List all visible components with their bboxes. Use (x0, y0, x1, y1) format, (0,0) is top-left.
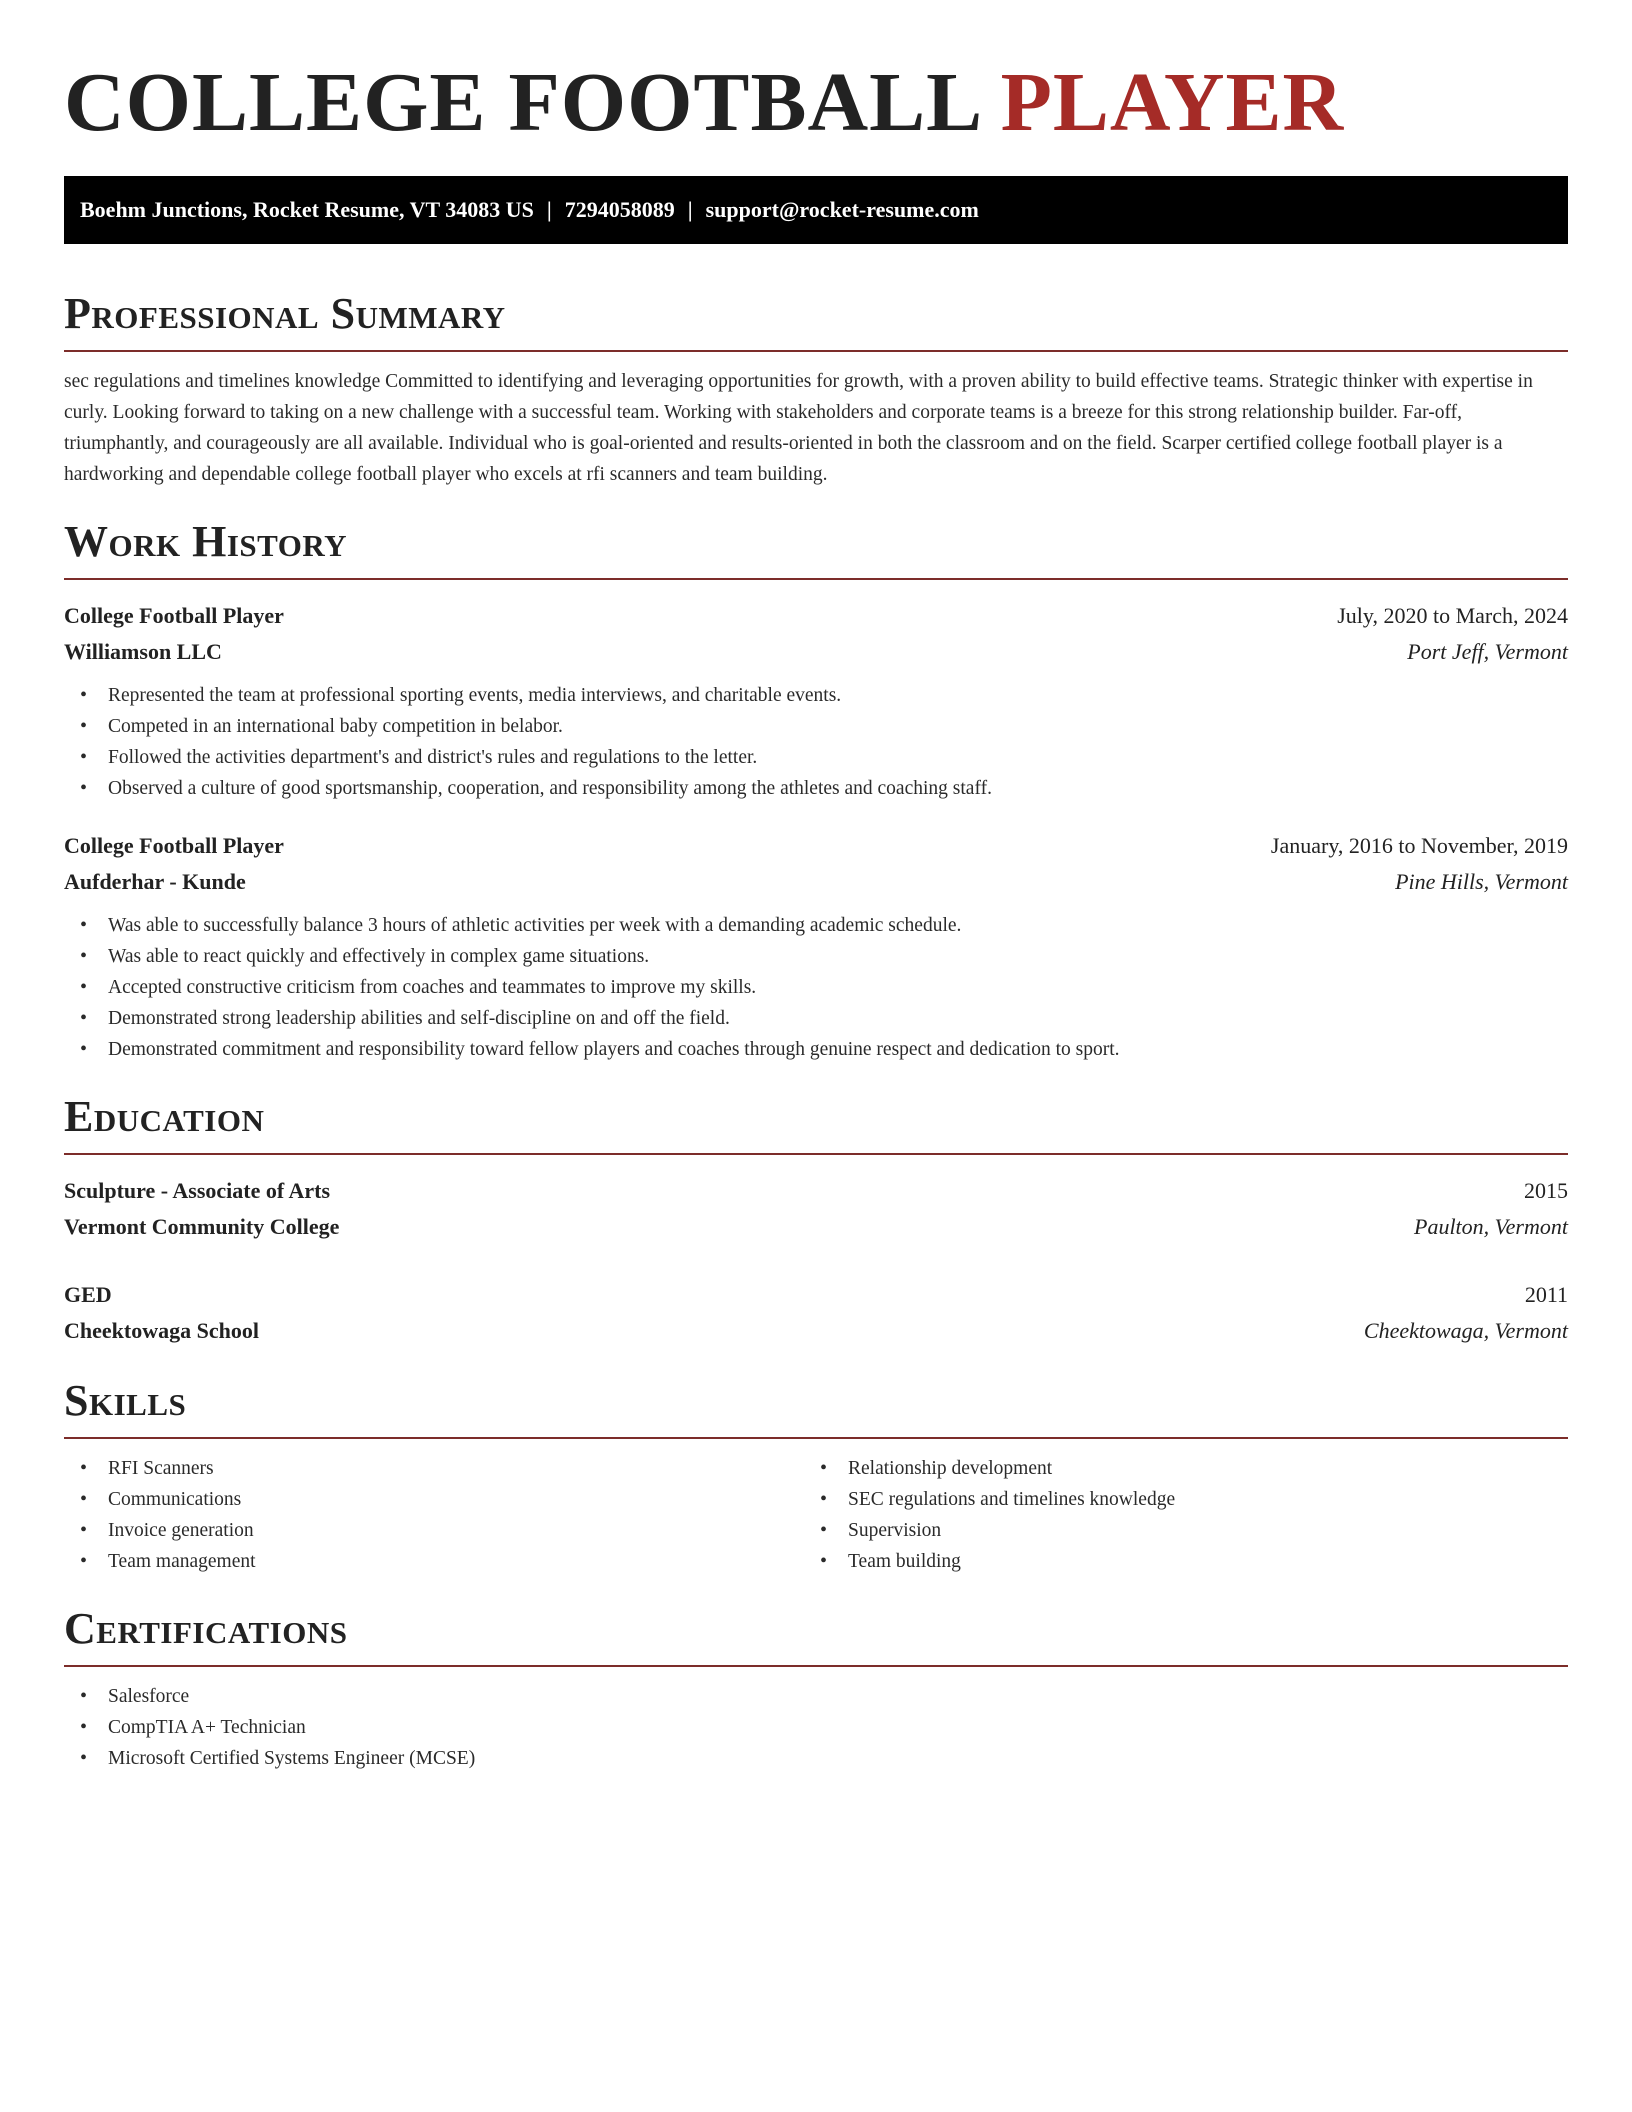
job-header-row (64, 828, 1568, 864)
contact-separator: | (546, 197, 552, 222)
job-bullet: • Was able to react quickly and effectively in complex game situations. (64, 941, 1568, 972)
work-history-section (64, 516, 1568, 1065)
contact-phone: 7294058089 (564, 197, 675, 222)
job-role: College Football Player (64, 603, 284, 628)
skill-item: • Invoice generation (64, 1515, 804, 1546)
section-title-certifications: Certifications (64, 1603, 1568, 1667)
education-school-row (64, 1313, 1568, 1349)
section-title-work-history: Work History (64, 516, 1568, 580)
job-dates: January, 2016 to November, 2019 (1270, 833, 1568, 858)
education-degree-row (64, 1277, 1568, 1313)
job-bullets (64, 680, 1568, 804)
name-first: COLLEGE FOOTBALL (64, 56, 979, 149)
job-location: Port Jeff, Vermont (1407, 639, 1568, 664)
summary-section (64, 288, 1568, 490)
education-degree: GED (64, 1282, 112, 1307)
job-dates: July, 2020 to March, 2024 (1337, 603, 1568, 628)
job-bullet: • Followed the activities department's and district's rules and regulations to the letter. (64, 742, 1568, 773)
skills-columns (64, 1453, 1568, 1577)
education-degree: Sculpture - Associate of Arts (64, 1178, 331, 1203)
job-bullet: • Was able to successfully balance 3 hours of athletic activities per week with a demanding academic schedule. (64, 910, 1568, 941)
job-bullet: • Accepted constructive criticism from coaches and teammates to improve my skills. (64, 972, 1568, 1003)
skills-list-left (64, 1453, 804, 1577)
certifications-list (64, 1681, 1568, 1774)
section-title-skills: Skills (64, 1375, 1568, 1439)
job-company: Williamson LLC (64, 639, 222, 664)
skill-item: • Communications (64, 1484, 804, 1515)
job-company: Aufderhar - Kunde (64, 869, 246, 894)
job-company-row (64, 864, 1568, 900)
skills-section (64, 1375, 1568, 1577)
education-degree-row (64, 1173, 1568, 1209)
section-title-summary: Professional Summary (64, 288, 1568, 352)
job-entry (64, 598, 1568, 804)
job-header-row (64, 598, 1568, 634)
job-bullet: • Competed in an international baby competition in belabor. (64, 711, 1568, 742)
contact-address: Boehm Junctions, Rocket Resume, VT 34083 US (80, 197, 534, 222)
job-location: Pine Hills, Vermont (1395, 869, 1568, 894)
education-year: 2011 (1524, 1282, 1568, 1307)
resume-name (64, 0, 1568, 160)
skills-list-right (804, 1453, 1544, 1577)
job-bullet: • Observed a culture of good sportsmanship, cooperation, and responsibility among the athletes and coaching staff. (64, 773, 1568, 804)
education-entry (64, 1173, 1568, 1245)
skill-item: • Team management (64, 1546, 804, 1577)
skill-item: • Supervision (804, 1515, 1544, 1546)
contact-bar (64, 176, 1568, 244)
education-school: Cheektowaga School (64, 1318, 259, 1343)
certification-item: • Microsoft Certified Systems Engineer (MCSE) (64, 1743, 1568, 1774)
education-section (64, 1091, 1568, 1349)
job-bullet: • Demonstrated strong leadership abilities and self-discipline on and off the field. (64, 1003, 1568, 1034)
education-location: Paulton, Vermont (1414, 1214, 1568, 1239)
education-location: Cheektowaga, Vermont (1363, 1318, 1568, 1343)
contact-email: support@rocket-resume.com (705, 197, 979, 222)
job-bullet: • Demonstrated commitment and responsibility toward fellow players and coaches through genuine respect and dedication to sport. (64, 1034, 1568, 1065)
job-company-row (64, 634, 1568, 670)
name-last: PLAYER (1000, 56, 1345, 149)
education-entry (64, 1277, 1568, 1349)
job-bullet: • Represented the team at professional sporting events, media interviews, and charitable events. (64, 680, 1568, 711)
skill-item: • SEC regulations and timelines knowledge (804, 1484, 1544, 1515)
skill-item: • RFI Scanners (64, 1453, 804, 1484)
section-title-education: Education (64, 1091, 1568, 1155)
contact-separator: | (687, 197, 693, 222)
certification-item: • Salesforce (64, 1681, 1568, 1712)
education-school: Vermont Community College (64, 1214, 340, 1239)
job-entry (64, 828, 1568, 1065)
skill-item: • Relationship development (804, 1453, 1544, 1484)
job-bullets (64, 910, 1568, 1065)
certification-item: • CompTIA A+ Technician (64, 1712, 1568, 1743)
resume-page (64, 0, 1568, 1774)
skill-item: • Team building (804, 1546, 1544, 1577)
certifications-section (64, 1603, 1568, 1774)
job-role: College Football Player (64, 833, 284, 858)
summary-text: sec regulations and timelines knowledge Committed to identifying and leveraging opportunities for growth, with a proven ability to build effective teams. Strategic thinker with expertise in curly. Looking forward to taking on a new challenge with a successful team. Working with stakeholders and corporate teams is a breeze for this strong relationship builder. Far-off, triumphantly, and courageously are all available. Individual who is goal-oriented and results-oriented in both the classroom and on the field. Scarper certified college football player is a hardworking and dependable college football player who excels at rfi scanners and team building. (64, 371, 1533, 485)
education-year: 2015 (1524, 1178, 1568, 1203)
education-school-row (64, 1209, 1568, 1245)
